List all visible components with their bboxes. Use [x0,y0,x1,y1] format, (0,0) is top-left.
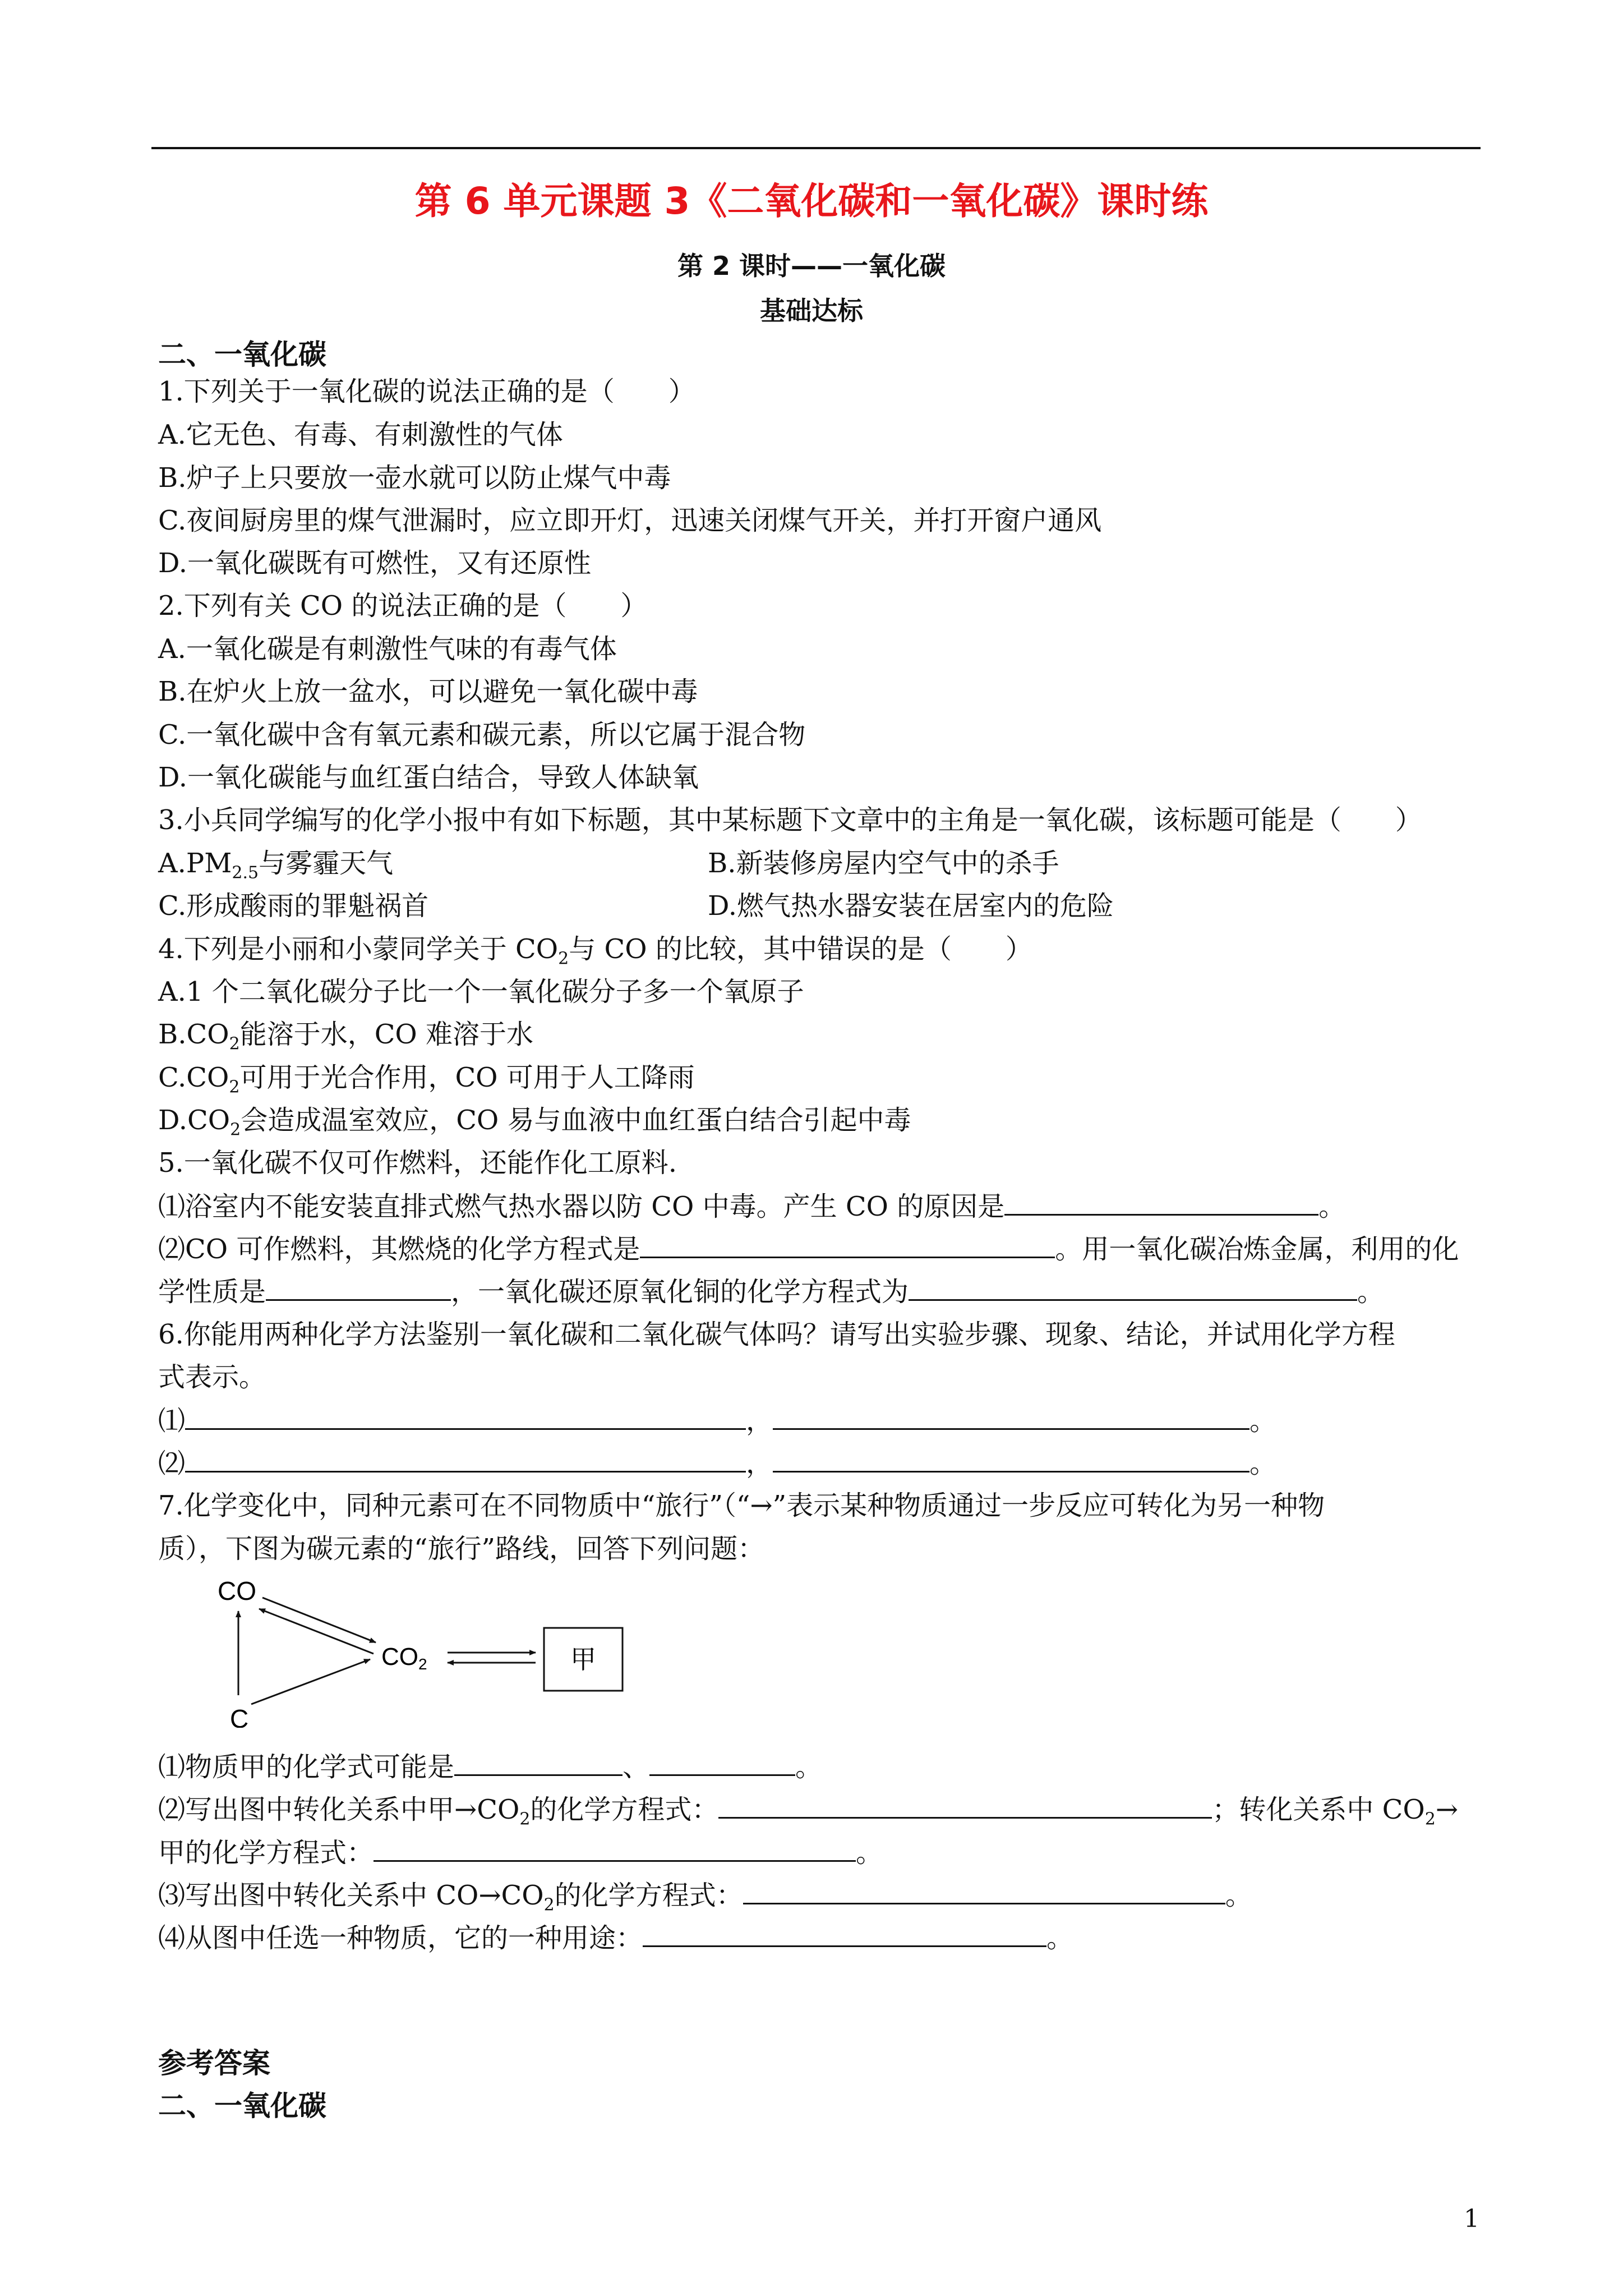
lesson-subtitle: 第 2 课时——一氧化碳 [677,251,946,281]
q7-part-2: ⑵写出图中转化关系中甲$\to CO_2$的化学方程式： ；转化关系中 $CO_2\to$ [158,1792,1458,1837]
q4-option-a: A.1 个二氧化碳分子比一个一氧化碳分子多一个氧原子 [158,976,804,1007]
answer-blank[interactable] [185,1404,746,1430]
answer-blank[interactable] [773,1446,1249,1473]
q1-stem: 1.下列关于一氧化碳的说法正确的是（ ） [158,376,695,407]
q5-stem: 5.一氧化碳不仅可作燃料，还能作化工原料. [158,1147,677,1179]
q6-method-1: ⑴ ， 。 [158,1404,1276,1438]
answer-blank[interactable] [374,1835,856,1862]
level-heading: 基础达标 [760,296,863,326]
q7-stem: 7.化学变化中，同种元素可在不同物质中“旅行”（“→”表示某种物质通过一步反应可转化为另一种物 [158,1490,1325,1521]
q3-option-a: $A.PM_{2.5}$与雾霾天气 [158,848,394,883]
q4-option-d: $D.CO_2$会造成温室效应，CO 易与血液中血红蛋白结合引起中毒 [158,1105,911,1140]
q3-option-c: C.形成酸雨的罪魁祸首 [158,890,429,922]
answer-blank[interactable] [266,1274,451,1301]
q2-option-d: D.一氧化碳能与血红蛋白结合，导致人体缺氧 [158,762,699,793]
q1-option-c: C.夜间厨房里的煤气泄漏时，应立即开灯，迅速关闭煤气开关，并打开窗户通风 [158,505,1102,536]
q1-option-d: D.一氧化碳既有可燃性，又有还原性 [158,547,592,579]
answer-blank[interactable] [640,1232,1055,1258]
q5-part-1: ⑴浴室内不能安装直排式燃气热水器以防 CO 中毒。产生 CO 的原因是 。 [158,1189,1345,1223]
q6-stem-cont: 式表示。 [158,1361,266,1393]
answer-blank[interactable] [1004,1189,1318,1216]
node-c: C [230,1704,249,1728]
top-rule [151,147,1481,149]
answer-blank[interactable] [909,1274,1357,1301]
answer-blank[interactable] [643,1921,1046,1947]
node-jia: 甲 [570,1645,596,1674]
node-co2: CO2 [381,1643,427,1673]
q1-option-b: B.炉子上只要放一壶水就可以防止煤气中毒 [158,462,671,494]
q7-part-1: ⑴物质甲的化学式可能是 、 。 [158,1750,822,1784]
answer-blank[interactable] [649,1750,795,1776]
page-number: 1 [1464,2205,1479,2233]
q1-option-a: A.它无色、有毒、有刺激性的气体 [158,419,563,450]
arrow-co-to-co2 [262,1598,376,1642]
answers-section-heading: 二、一氧化碳 [158,2090,326,2122]
q5-part-2: ⑵CO 可作燃料，其燃烧的化学方程式是 。用一氧化碳冶炼金属，利用的化 [158,1232,1459,1266]
answer-blank[interactable] [718,1792,1212,1819]
arrow-c-to-co2 [251,1659,370,1704]
q7-stem-cont: 质），下图为碳元素的“旅行”路线，回答下列问题： [158,1533,765,1565]
q6-method-2: ⑵ ， 。 [158,1446,1276,1480]
q2-option-c: C.一氧化碳中含有氧元素和碳元素，所以它属于混合物 [158,719,806,751]
q6-stem: 6.你能用两种化学方法鉴别一氧化碳和二氧化碳气体吗？请写出实验步骤、现象、结论，并试用化学方程 [158,1319,1395,1350]
q2-option-a: A.一氧化碳是有刺激性气味的有毒气体 [158,633,617,665]
answer-blank[interactable] [185,1446,746,1473]
answer-blank[interactable] [743,1878,1225,1904]
answers-heading: 参考答案 [158,2047,270,2079]
q4-option-b: $B.CO_2$能溶于水，CO 难溶于水 [158,1019,534,1054]
node-co: CO [218,1576,256,1605]
answer-blank[interactable] [773,1404,1249,1430]
q5-part-2-cont: 学性质是 ，一氧化碳还原氧化铜的化学方程式为 。 [158,1274,1384,1309]
carbon-travel-diagram [208,1565,634,1728]
q3-option-b: B.新装修房屋内空气中的杀手 [708,848,1059,879]
q3-option-d: D.燃气热水器安装在居室内的危险 [708,890,1114,922]
answer-blank[interactable] [454,1750,623,1776]
q4-stem: 4.下列是小丽和小蒙同学关于 $CO_2$与 CO 的比较，其中错误的是（ ） [158,933,1032,969]
q7-part-2-cont: 甲的化学方程式： 。 [158,1835,883,1870]
q2-stem: 2.下列有关 CO 的说法正确的是（ ） [158,590,648,622]
q7-part-4: ⑷从图中任选一种物质，它的一种用途： 。 [158,1921,1073,1955]
arrow-co2-to-co [259,1609,374,1654]
q4-option-c: $C.CO_2$可用于光合作用，CO 可用于人工降雨 [158,1062,695,1097]
section-heading: 二、一氧化碳 [158,338,326,371]
q7-part-3: ⑶写出图中转化关系中 $CO\to CO_2$的化学方程式： 。 [158,1878,1252,1922]
q2-option-b: B.在炉火上放一盆水，可以避免一氧化碳中毒 [158,676,698,707]
document-title: 第 6 单元课题 3《二氧化碳和一氧化碳》课时练 [414,180,1209,223]
q3-stem: 3.小兵同学编写的化学小报中有如下标题，其中某标题下文章中的主角是一氧化碳，该标题可能是（ ） [158,804,1422,836]
